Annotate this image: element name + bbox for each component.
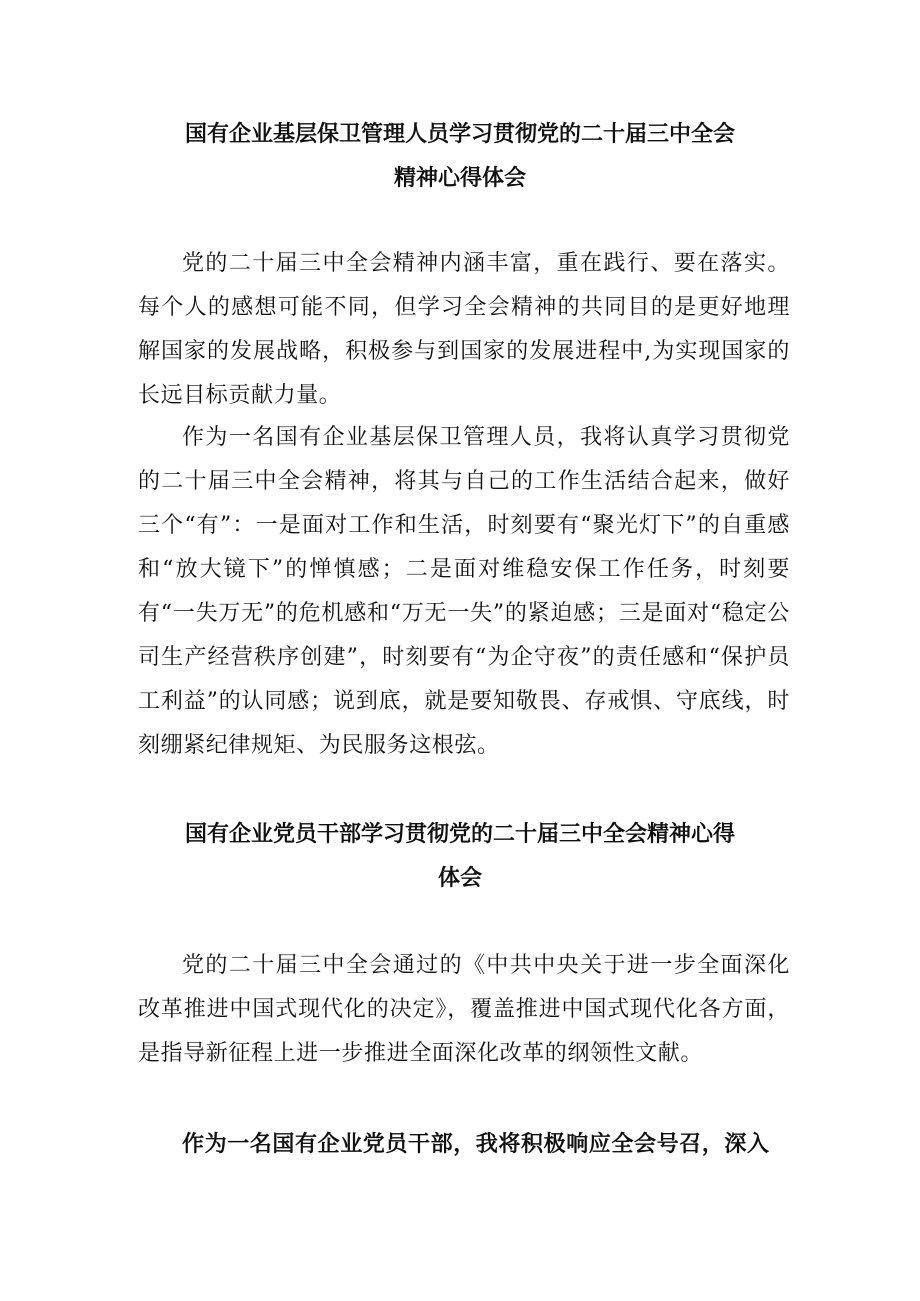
section2-paragraph-2: 作为一名国有企业党员干部，我将积极响应全会号召，深入 [182, 1131, 770, 1157]
section1-paragraph-2: 作为一名国有企业基层保卫管理人员，我将认真学习贯彻党的二十届三中全会精神，将其与自己的工作生活结合起来，做好三个“有”：一是面对工作和生活，时刻要有“聚光灯下”的自重感和“放大镜下”的惮慎感；二是面对维稳安保工作任务，时刻要有“一失万无”的危机感和“万无一失”的紧迫感；三是面对“稳定公司生产经营秩序创建”，时刻要有“为企守夜”的责任感和“保护员工利益”的认同感；说到底，就是要知敬畏、存戒惧、守底线，时刻绷紧纪律规矩、为民服务这根弦。 [138, 425, 790, 758]
section2-title-line1: 国有企业党员干部学习贯彻党的二十届三中全会精神心得 [184, 821, 735, 847]
section2-title [0, 812, 920, 900]
section1-title [0, 112, 920, 200]
section2-paragraph-1: 党的二十届三中全会通过的《中共中央关于进一步全面深化改革推进中国式现代化的决定》，覆盖推进中国式现代化各方面，是指导新征程上进一步推进全面深化改革的纲领性文献。 [138, 953, 790, 1066]
section1-title-line2: 精神心得体会 [393, 165, 526, 191]
section1-paragraph-1: 党的二十届三中全会精神内涵丰富，重在践行、要在落实。每个人的感想可能不同，但学习全会精神的共同目的是更好地理解国家的发展战略，积极参与到国家的发展进程中,为实现国家的长远目标贡献力量。 [138, 251, 790, 408]
section2-title-line2: 体会 [437, 865, 482, 891]
section1-title-line1: 国有企业基层保卫管理人员学习贯彻党的二十届三中全会 [184, 121, 735, 147]
